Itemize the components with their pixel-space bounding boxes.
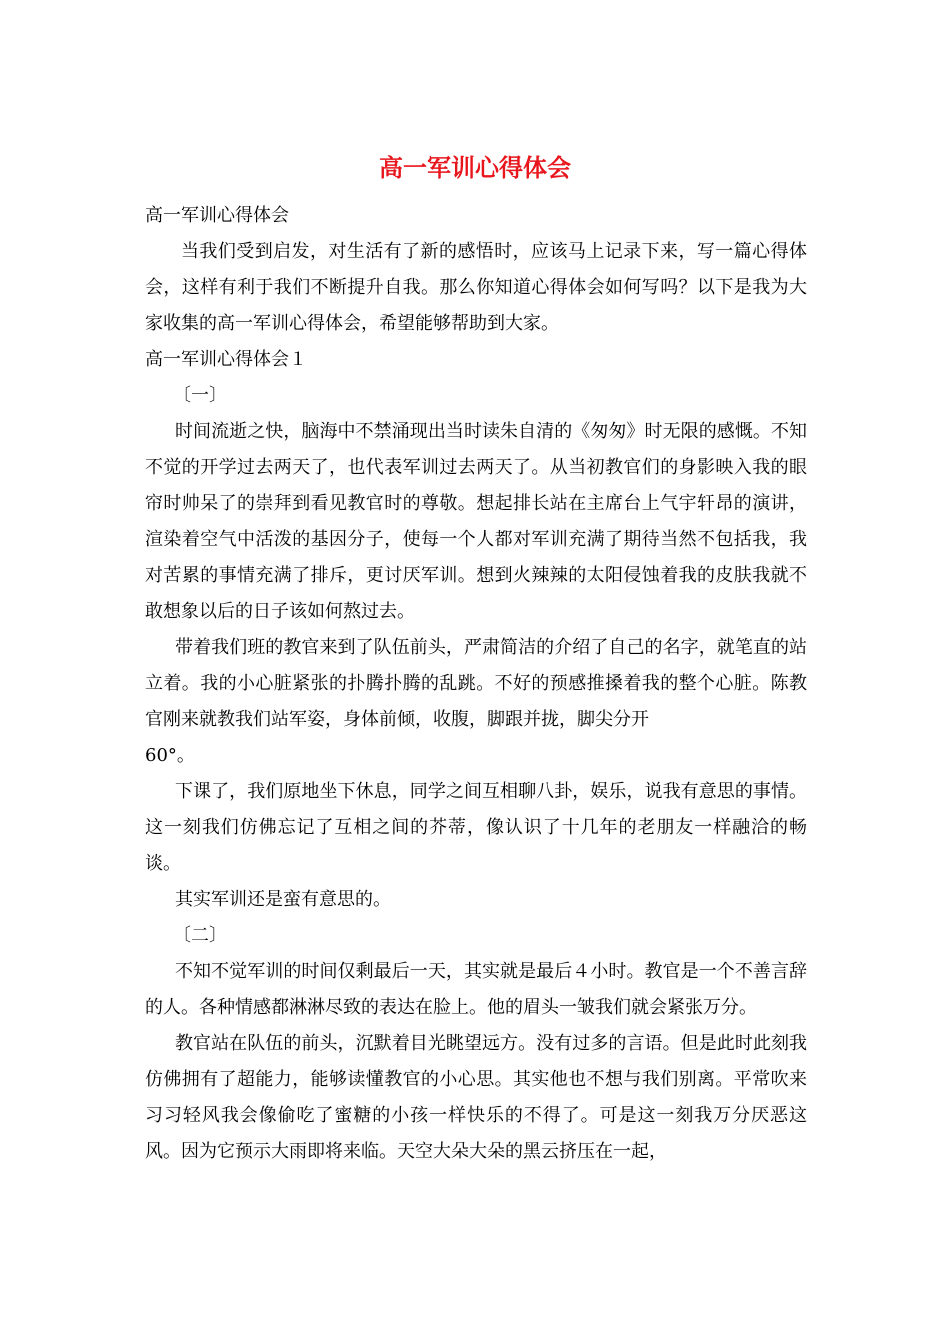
- section-heading: 高一军训心得体会１: [145, 349, 307, 370]
- document-title: 高一军训心得体会: [379, 153, 571, 182]
- document-body: [145, 198, 807, 1170]
- paragraph: 下课了，我们原地坐下休息，同学之间互相聊八卦，娱乐，说我有意思的事情。这一刻我们仿佛忘记了互相之间的芥蒂，像认识了十几年的老朋友一样融洽的畅谈。: [145, 781, 807, 874]
- paragraph: 不知不觉军训的时间仅剩最后一天，其实就是最后４小时。教官是一个不善言辞的人。各种情感都淋淋尽致的表达在脸上。他的眉头一皱我们就会紧张万分。: [145, 961, 807, 1018]
- paragraph: 时间流逝之快，脑海中不禁涌现出当时读朱自清的《匆匆》时无限的感慨。不知不觉的开学过去两天了，也代表军训过去两天了。从当初教官们的身影映入我的眼帘时帅呆了的崇拜到看见教官时的尊敬。想起排长站在主席台上气宇轩昂的演讲，渲染着空气中活泼的基因分子，使每一个人都对军训充满了期待当然不包括我，我对苦累的事情充满了排斥，更讨厌军训。想到火辣辣的太阳侵蚀着我的皮肤我就不敢想象以后的日子该如何熬过去。: [145, 421, 807, 622]
- paragraph: 其实军训还是蛮有意思的。: [175, 889, 391, 910]
- part-marker-2: 〔二〕: [173, 925, 227, 946]
- paragraph: 带着我们班的教官来到了队伍前头，严肃简洁的介绍了自己的名字，就笔直的站立着。我的小心脏紧张的扑腾扑腾的乱跳。不好的预感推搡着我的整个心脏。陈教官刚来就教我们站军姿，身体前倾，收腹，脚跟并拢，脚尖分开: [145, 637, 807, 730]
- part-marker-1: 〔一〕: [173, 385, 227, 406]
- intro-paragraph: 当我们受到启发，对生活有了新的感悟时，应该马上记录下来，写一篇心得体会，这样有利于我们不断提升自我。那么你知道心得体会如何写吗？以下是我为大家收集的高一军训心得体会，希望能够帮助到大家。: [145, 241, 807, 334]
- document-subtitle: 高一军训心得体会: [145, 205, 289, 226]
- paragraph: 教官站在队伍的前头，沉默着目光眺望远方。没有过多的言语。但是此时此刻我仿佛拥有了超能力，能够读懂教官的小心思。其实他也不想与我们别离。平常吹来习习轻风我会像偷吃了蜜糖的小孩一样快乐的不得了。可是这一刻我万分厌恶这风。因为它预示大雨即将来临。天空大朵大朵的黑云挤压在一起，: [145, 1033, 807, 1162]
- paragraph-tail: 60°。: [145, 745, 195, 766]
